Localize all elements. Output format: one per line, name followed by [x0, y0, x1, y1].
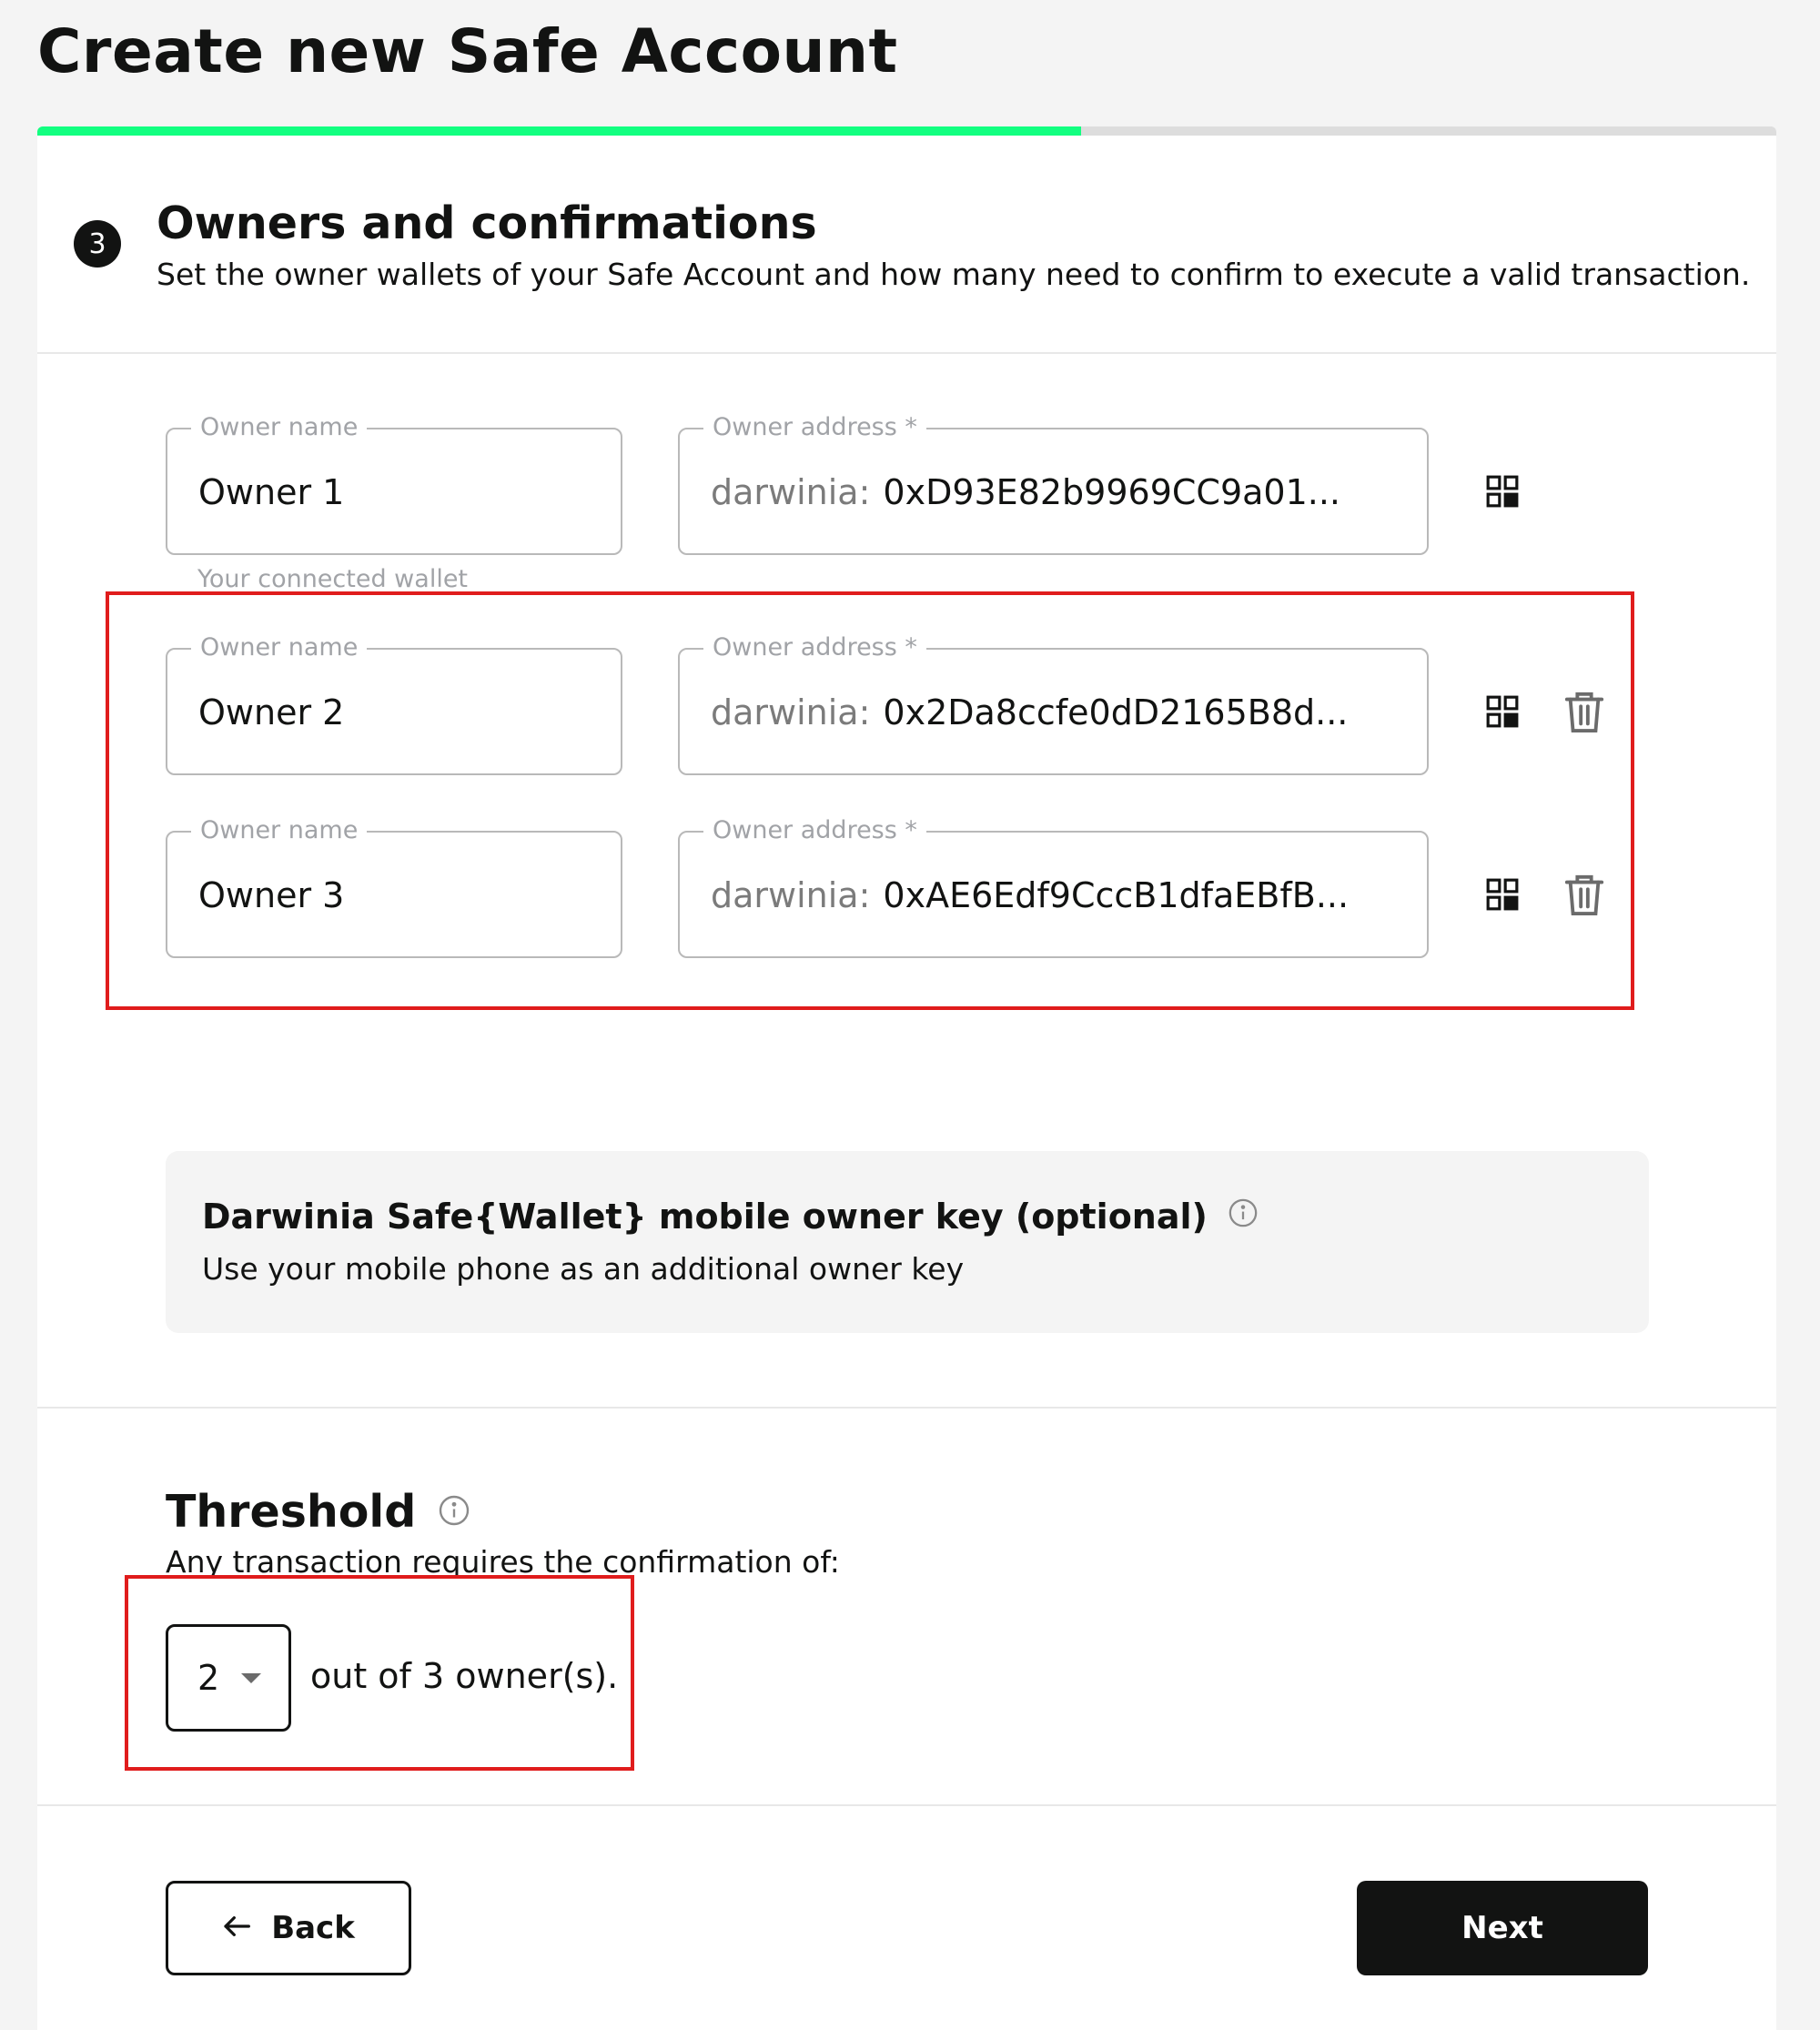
next-button-label: Next	[1461, 1910, 1543, 1946]
owner-name-value: Owner 3	[198, 875, 345, 915]
owner-address-label: Owner address *	[703, 816, 926, 845]
next-button[interactable]	[1357, 1881, 1648, 1975]
owner-address-field[interactable]	[678, 413, 1429, 555]
threshold-title	[166, 1486, 470, 1538]
step-title: Owners and confirmations	[157, 197, 817, 249]
step-header	[37, 136, 1776, 352]
owner-name-label: Owner name	[191, 413, 367, 442]
mobile-owner-key-title-text: Darwinia Safe{Wallet} mobile owner key (optional)	[202, 1197, 1208, 1237]
arrow-left-icon	[222, 1910, 251, 1947]
info-icon[interactable]	[438, 1486, 470, 1538]
threshold-subtitle: Any transaction requires the confirmation of:	[166, 1544, 840, 1580]
owner-helper-text: Your connected wallet	[197, 565, 469, 593]
owner-address-label: Owner address *	[703, 633, 926, 662]
threshold-title-text: Threshold	[166, 1486, 417, 1538]
page-title: Create new Safe Account	[37, 16, 898, 86]
progress-bar	[37, 126, 1776, 136]
address-text: 0x2Da8ccfe0dD2165B8d...	[883, 692, 1349, 732]
owner-name-label: Owner name	[191, 633, 367, 662]
step-subtitle: Set the owner wallets of your Safe Account and how many need to confirm to execute a valid transaction.	[157, 257, 1751, 292]
mobile-owner-key-title	[202, 1197, 1259, 1237]
progress-bar-fill	[37, 126, 1081, 136]
divider	[37, 352, 1776, 354]
owner-name-label: Owner name	[191, 816, 367, 845]
divider	[37, 1407, 1776, 1409]
address-prefix: darwinia:	[711, 692, 871, 732]
mobile-owner-key-card[interactable]	[166, 1151, 1649, 1333]
address-prefix: darwinia:	[711, 875, 871, 915]
qr-code-icon[interactable]	[1477, 466, 1528, 517]
annotation-highlight-threshold	[125, 1575, 634, 1771]
form-card	[37, 136, 1776, 2030]
step-number-badge: 3	[74, 220, 121, 268]
info-icon[interactable]	[1228, 1197, 1259, 1237]
back-button-label: Back	[271, 1910, 355, 1946]
mobile-owner-key-subtitle: Use your mobile phone as an additional owner key	[202, 1251, 965, 1287]
annotation-highlight-owners	[106, 591, 1634, 1010]
address-text: 0xAE6Edf9CccB1dfaEBfB...	[883, 875, 1350, 915]
threshold-select-value: 2	[197, 1658, 220, 1698]
address-prefix: darwinia:	[711, 472, 871, 512]
address-text: 0xD93E82b9969CC9a01...	[883, 472, 1340, 512]
back-button[interactable]	[166, 1881, 411, 1975]
threshold-suffix: out of 3 owner(s).	[310, 1656, 619, 1696]
owner-name-field[interactable]	[166, 413, 622, 555]
owner-address-value	[711, 472, 1340, 512]
owner-address-label: Owner address *	[703, 413, 926, 442]
owner-name-value: Owner 2	[198, 692, 345, 732]
divider	[37, 1804, 1776, 1806]
owner-name-value: Owner 1	[198, 472, 345, 512]
